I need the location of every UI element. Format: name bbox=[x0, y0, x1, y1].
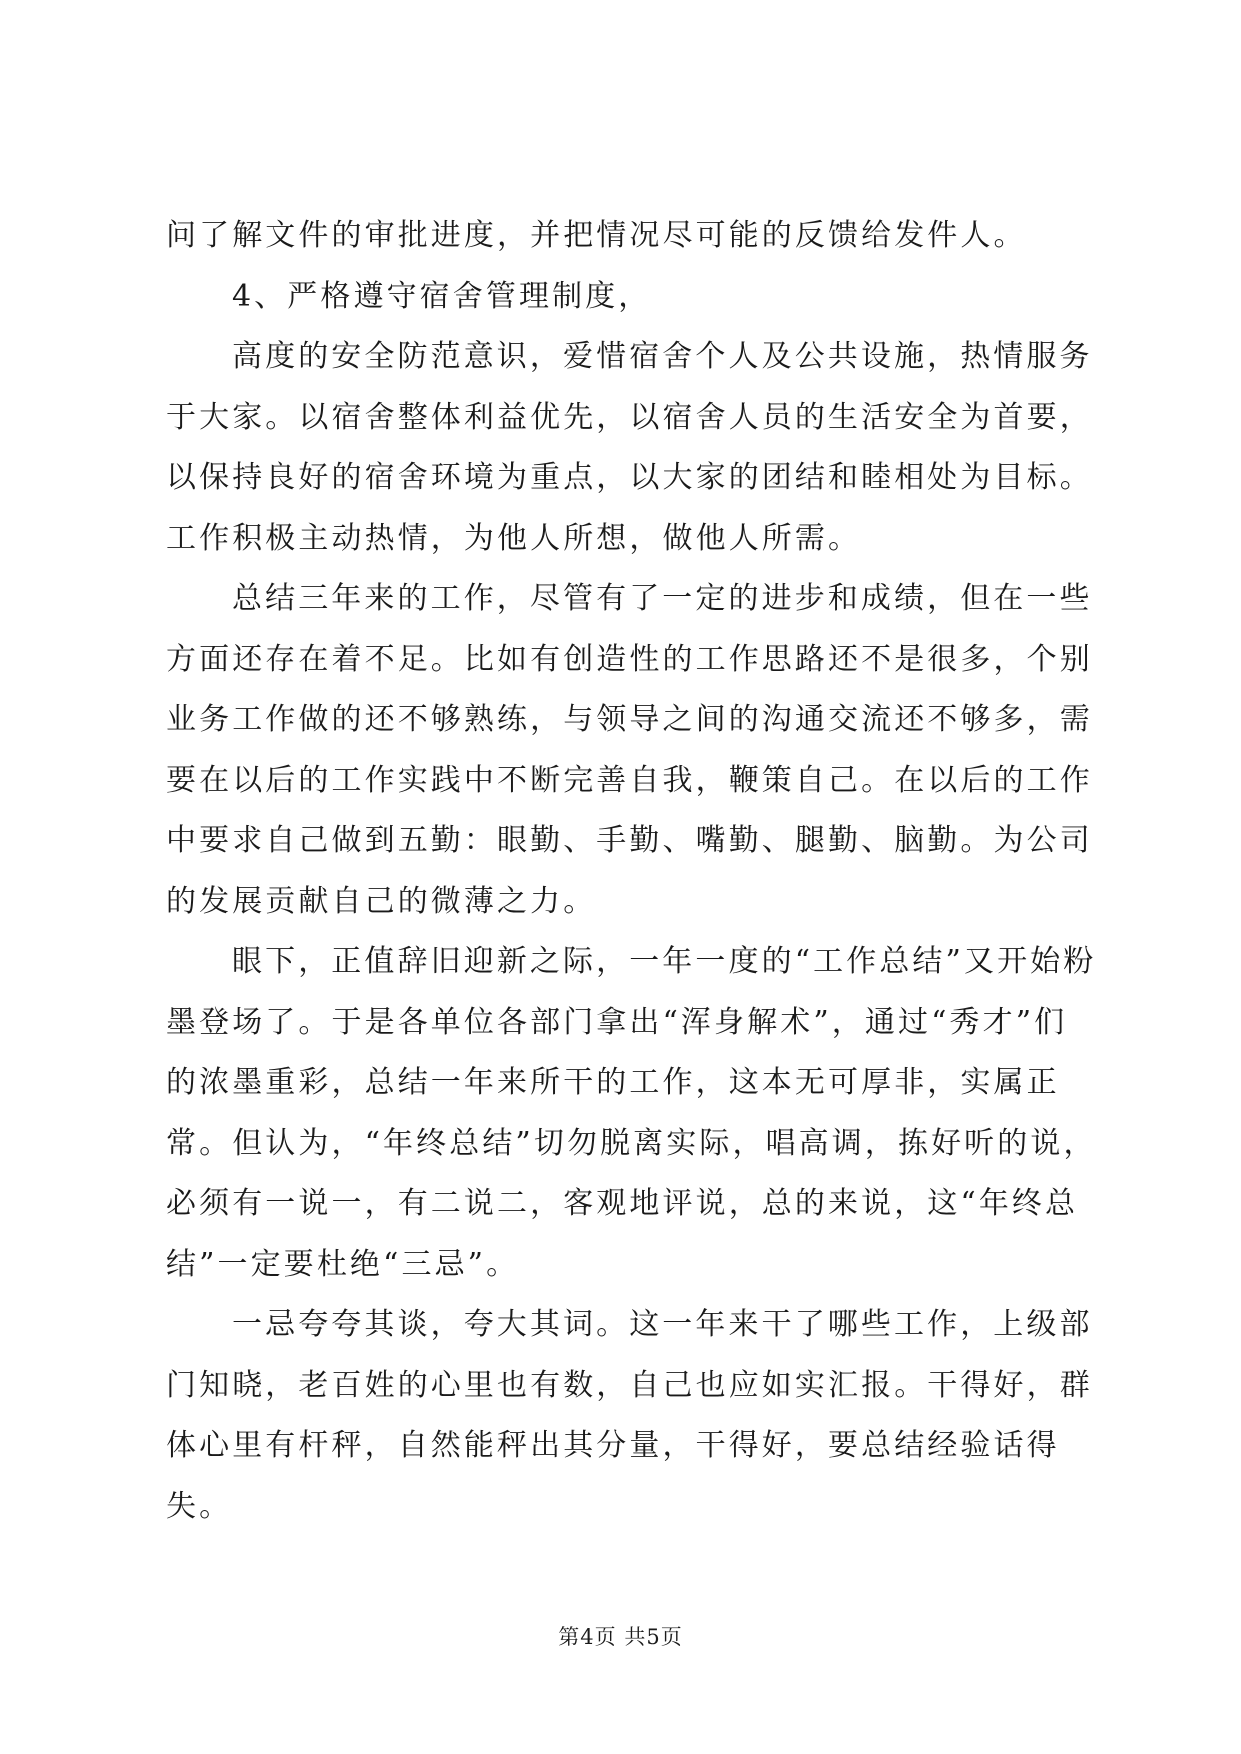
paragraph-2: 4、严格遵守宿舍管理制度， bbox=[232, 278, 652, 314]
paragraph-3: 高度的安全防范意识，爱惜宿舍个人及公共设施，热情服务于大家。以宿舍整体利益优先，以宿舍人员的生活安全为首要，以保持良好的宿舍环境为重点，以大家的团结和睦相处为目标。工作积极主动热情，为他人所想，做他人所需。 bbox=[166, 339, 1093, 556]
paragraph-1: 问了解文件的审批进度，并把情况尽可能的反馈给发件人。 bbox=[166, 218, 1027, 253]
paragraph-6: 一忌夸夸其谈，夸大其词。这一年来干了哪些工作，上级部门知晓，老百姓的心里也有数，自己也应如实汇报。干得好，群体心里有杆秤，自然能秤出其分量，干得好，要总结经验话得失。 bbox=[166, 1307, 1093, 1524]
paragraph-4: 总结三年来的工作，尽管有了一定的进步和成绩，但在一些方面还存在着不足。比如有创造性的工作思路还不是很多，个别业务工作做的还不够熟练，与领导之间的沟通交流还不够多，需要在以后的工作实践中不断完善自我，鞭策自己。在以后的工作中要求自己做到五勤：眼勤、手勤、嘴勤、腿勤、脑勤。为公司的发展贡献自己的微薄之力。 bbox=[166, 581, 1093, 919]
page-number-footer: 第4页 共5页 bbox=[558, 1625, 683, 1649]
document-body bbox=[166, 206, 1098, 1537]
paragraph-5: 眼下，正值辞旧迎新之际，一年一度的“工作总结”又开始粉墨登场了。于是各单位各部门拿出“浑身解术”，通过“秀才”们的浓墨重彩，总结一年来所干的工作，这本无可厚非，实属正常。但认为，“年终总结”切勿脱离实际，唱高调，拣好听的说，必须有一说一，有二说二，客观地评说，总的来说，这“年终总结”一定要杜绝“三忌”。 bbox=[166, 944, 1097, 1282]
